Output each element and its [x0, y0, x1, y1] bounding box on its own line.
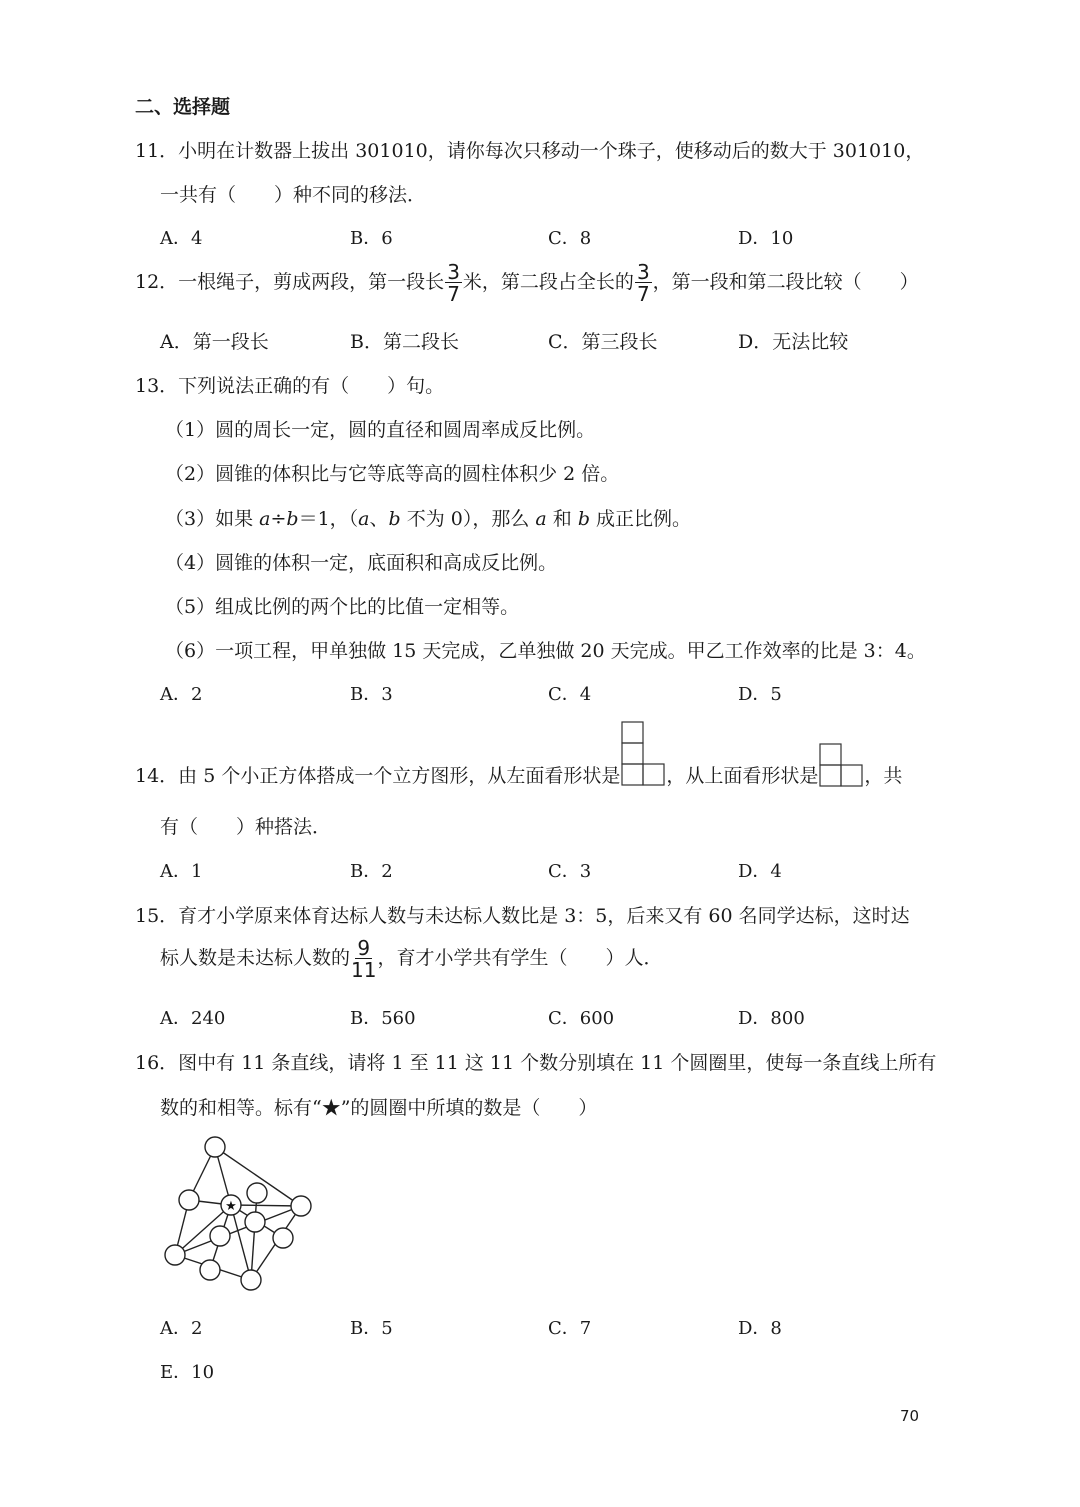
- diagram-node-circle: [210, 1226, 230, 1246]
- q13-stem: 13．下列说法正确的有（ ）句。: [135, 375, 445, 397]
- q13-s3-var-b: b: [286, 508, 299, 530]
- q13-option-b: B．3: [350, 684, 393, 705]
- q15-part1: 标人数是未达标人数的: [160, 947, 351, 969]
- q16-option-d: D．8: [738, 1318, 782, 1339]
- q11-line2: 一共有（ ）种不同的移法．: [160, 184, 427, 206]
- q11-option-a: A．4: [160, 228, 203, 249]
- top-view-shape-icon: [818, 742, 864, 788]
- q13-statement-1: （1）圆的周长一定，圆的直径和圆周率成反比例。: [165, 419, 596, 441]
- q15-line2: [160, 938, 662, 980]
- q14-option-d: D．4: [738, 861, 782, 882]
- circle-network-diagram: [158, 1130, 323, 1295]
- q13-s3-text-e: 不为 0），那么: [400, 508, 536, 530]
- star-icon: ★: [225, 1199, 237, 1214]
- q13-s3-text-c: ＝1，（: [298, 508, 359, 530]
- q12-option-a: A．第一段长: [160, 331, 269, 353]
- q13-s3-text-f: 和: [546, 508, 578, 530]
- left-view-shape-icon: [620, 720, 666, 788]
- q13-s3-var-a3: a: [535, 508, 547, 530]
- q13-statement-2: （2）圆锥的体积比与它等底等高的圆柱体积少 2 倍。: [165, 463, 620, 485]
- q13-s3-text-g: 成正比例。: [589, 508, 692, 530]
- q15-fraction-denominator: 11: [351, 958, 377, 982]
- q12-fraction-1-denominator: 7: [447, 282, 460, 306]
- diagram-node-circle: [245, 1212, 265, 1232]
- q16-option-c: C．7: [548, 1318, 592, 1339]
- page-number: 70: [900, 1407, 920, 1425]
- q15-part2: ，育才小学共有学生（ ）人．: [377, 947, 663, 969]
- q14-option-b: B．2: [350, 861, 393, 882]
- q14-option-c: C．3: [548, 861, 592, 882]
- q12-fraction-1: [445, 262, 462, 304]
- q12-fraction-2-denominator: 7: [636, 282, 650, 306]
- q11-option-b: B．6: [350, 228, 393, 249]
- diagram-node-circle: [205, 1137, 225, 1157]
- diagram-node-circle: [165, 1245, 185, 1265]
- q13-option-a: A．2: [160, 684, 203, 705]
- q14-part2: ，从上面看形状是: [666, 765, 819, 787]
- q11-option-c: C．8: [548, 228, 592, 249]
- diagram-node-circle: [200, 1260, 220, 1280]
- q13-s3-var-b3: b: [577, 508, 590, 530]
- q13-statement-4: （4）圆锥的体积一定，底面积和高成反比例。: [165, 552, 558, 574]
- q14-part3: ，共: [864, 765, 903, 787]
- q16-option-b: B．5: [350, 1318, 393, 1339]
- q13-statement-3: [165, 504, 691, 531]
- q16-line2: 数的和相等。标有“★”的圆圈中所填的数是（ ）: [160, 1097, 598, 1119]
- q12-part2: 米，第二段占全长的: [462, 271, 634, 293]
- q12-option-b: B．第二段长: [350, 331, 459, 353]
- q15-fraction-numerator: 9: [357, 936, 371, 960]
- section-title: 二、选择题: [135, 96, 231, 118]
- diagram-node-circle: [247, 1183, 267, 1203]
- q15-option-c: C．600: [548, 1008, 615, 1029]
- q13-s3-var-a: a: [259, 508, 271, 530]
- q13-s3-text-b: ÷: [270, 508, 287, 530]
- q13-statement-5: （5）组成比例的两个比的比值一定相等。: [165, 596, 520, 618]
- diagram-node-circle: [273, 1228, 293, 1248]
- q15-option-b: B．560: [350, 1008, 416, 1029]
- q16-line1: 16．图中有 11 条直线，请将 1 至 11 这 11 个数分别填在 11 个圆圈里，使每一条直线上所有: [135, 1052, 937, 1074]
- diagram-node-circle: [241, 1270, 261, 1290]
- q12-fraction-2-numerator: 3: [636, 260, 650, 284]
- q12-option-d: D．无法比较: [738, 331, 849, 353]
- q13-option-d: D．5: [738, 684, 782, 705]
- q14-option-a: A．1: [160, 861, 203, 882]
- q14-part1: 14．由 5 个小正方体搭成一个立方图形，从左面看形状是: [135, 765, 621, 787]
- diagram-node-circle: [179, 1190, 199, 1210]
- q11-line1: 11．小明在计数器上拔出 301010，请你每次只移动一个珠子，使移动后的数大于 301010，: [135, 140, 925, 162]
- diagram-node-circle: [291, 1196, 311, 1216]
- q13-s3-text-a: （3）如果: [165, 508, 260, 530]
- q12-stem: [135, 262, 919, 304]
- q13-statement-6: （6）一项工程，甲单独做 15 天完成，乙单独做 20 天完成。甲乙工作效率的比是 3：4。: [165, 640, 926, 662]
- q13-option-c: C．4: [548, 684, 592, 705]
- q15-option-d: D．800: [738, 1008, 805, 1029]
- q15-line1: 15．育才小学原来体育达标人数与未达标人数比是 3：5，后来又有 60 名同学达标，这时达: [135, 905, 910, 927]
- q13-s3-text-d: 、: [369, 508, 389, 530]
- q13-s3-var-a2: a: [358, 508, 370, 530]
- q12-part3: ，第一段和第二段比较（ ）: [652, 271, 919, 293]
- q14-line2: 有（ ）种搭法．: [160, 816, 332, 838]
- q14-stem: [135, 720, 902, 788]
- q12-part1: 12．一根绳子，剪成两段，第一段长: [135, 271, 445, 293]
- q12-option-c: C．第三段长: [548, 331, 658, 353]
- q16-option-a: A．2: [160, 1318, 203, 1339]
- q15-option-a: A．240: [160, 1008, 226, 1029]
- q13-s3-var-b2: b: [388, 508, 401, 530]
- q15-fraction: [351, 938, 376, 980]
- q12-fraction-1-numerator: 3: [447, 260, 460, 284]
- q12-fraction-2: [635, 262, 652, 304]
- q16-option-e: E．10: [160, 1362, 215, 1383]
- q11-option-d: D．10: [738, 228, 794, 249]
